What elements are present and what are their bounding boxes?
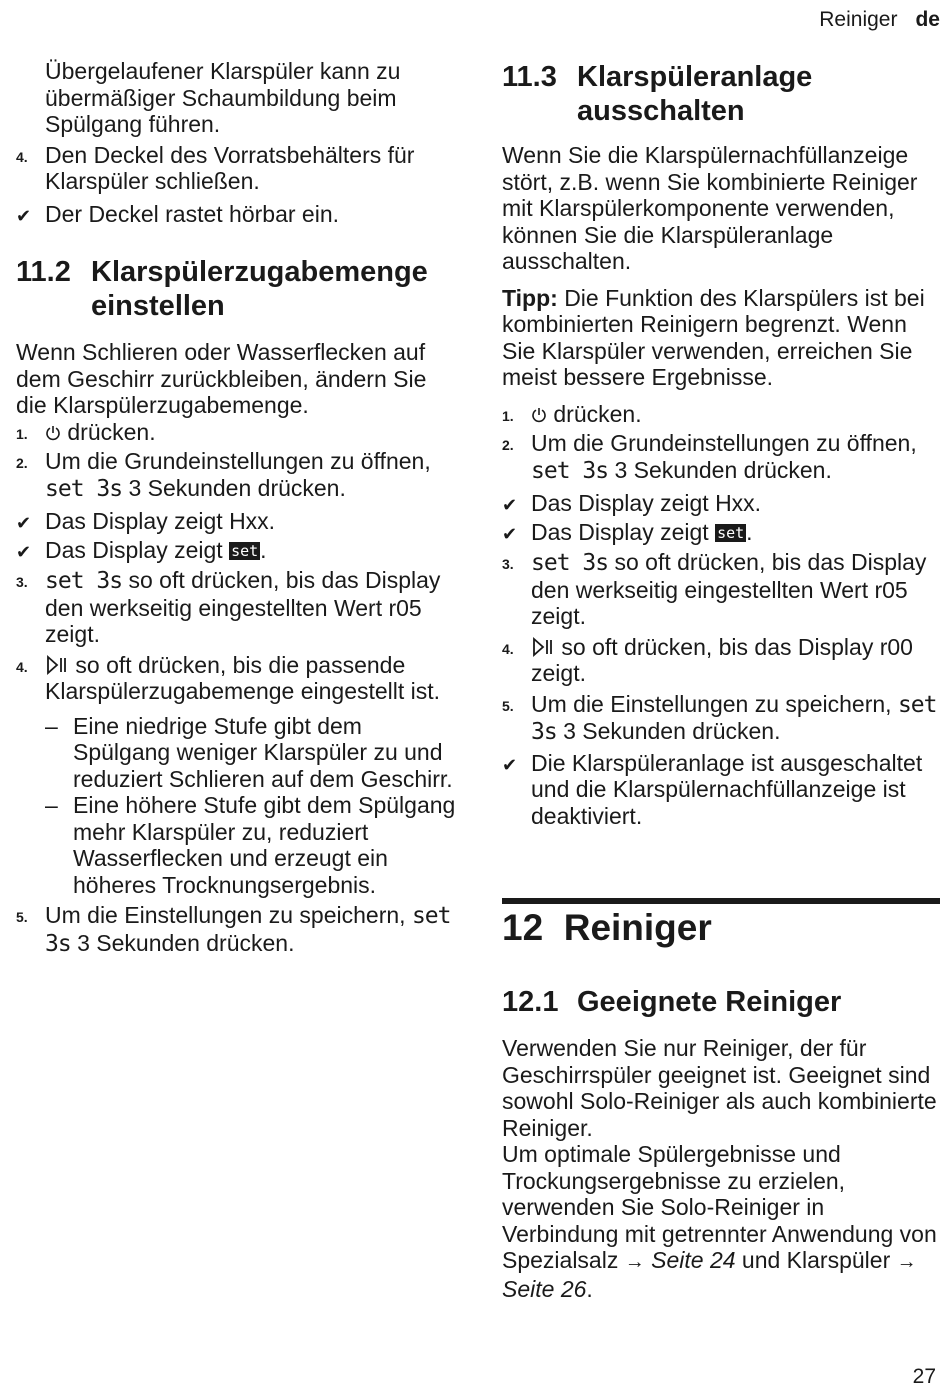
check-icon: ✔ bbox=[16, 513, 32, 533]
section-title: Reiniger bbox=[819, 8, 898, 31]
result-check: ✔ Der Deckel rastet hörbar ein. bbox=[16, 200, 340, 227]
check-icon: ✔ bbox=[502, 523, 518, 544]
page-number: 27 bbox=[912, 1365, 936, 1388]
check-icon: ✔ bbox=[502, 495, 518, 515]
result-check: ✔ Die Klarspüleranlage ist ausgeschaltet und die Klarspülernachfüllanzeige ist deaktiviert. bbox=[502, 749, 923, 829]
result-check: ✔ Das Display zeigt Hxx. bbox=[16, 508, 276, 534]
step-2: 2. Um die Grundeinstellungen zu öffnen, set 3s 3 Sekunden drücken. bbox=[16, 448, 431, 502]
step-5: 5. Um die Einstellungen zu speichern, set 3s 3 Sekunden drücken. bbox=[16, 902, 451, 957]
arrow-icon: → bbox=[896, 1251, 917, 1273]
set-display-symbol: set bbox=[231, 541, 259, 560]
power-icon bbox=[45, 425, 61, 441]
tip-paragraph: Tipp: Die Funktion des Klarspülers ist bei kombinierten Reinigern begrenzt. Wenn Sie Klarspüler verwenden, erreichen Sie meist bessere Ergebnisse. bbox=[502, 284, 925, 390]
chapter-rule bbox=[502, 898, 940, 904]
step-2: 2. Um die Grundeinstellungen zu öffnen, set 3s 3 Sekunden drücken. bbox=[502, 430, 917, 484]
step-1: 1. drücken. bbox=[16, 418, 156, 445]
set-button-symbol: set 3s bbox=[531, 457, 609, 484]
start-pause-icon bbox=[531, 636, 555, 658]
set-button-symbol: set 3s bbox=[531, 550, 609, 576]
list-item: – Eine höhere Stufe gibt dem Spülgang mehr Klarspüler zu, reduziert Wasserflecken und erzeugt ein höheres Trocknungsergebnis. bbox=[45, 792, 456, 898]
page-reference[interactable]: Seite 24 bbox=[651, 1247, 736, 1273]
check-icon: ✔ bbox=[16, 541, 32, 562]
intro-text: Übergelaufener Klarspüler kann zu übermäßiger Schaumbildung beim Spülgang führen. bbox=[45, 58, 401, 137]
start-pause-icon bbox=[45, 654, 69, 676]
page-reference[interactable]: Seite 26 bbox=[502, 1275, 587, 1302]
left-column bbox=[16, 58, 456, 957]
set-button-symbol: set 3s bbox=[45, 568, 123, 594]
section-heading-12-1: 12.1 Geeignete Reiniger bbox=[502, 986, 842, 1018]
section-heading-11-2: 11.2 Klarspülerzugabemenge einstellen bbox=[16, 256, 428, 322]
result-check: ✔ Das Display zeigt set. bbox=[502, 518, 753, 545]
paragraph: Um optimale Spülergebnisse und Trockungsergebnisse zu erzielen, verwenden Sie Solo-Reiniger in Verbindung mit getrennter Anwendung von Spezialsalz → Seite 24 und Klarspüler → Seite 26. bbox=[502, 1141, 937, 1302]
step-3: 3. set 3s so oft drücken, bis das Display den werkseitig eingestellten Wert r05 zeigt. bbox=[16, 567, 441, 647]
arrow-icon: → bbox=[624, 1251, 645, 1273]
paragraph: Wenn Sie die Klarspülernachfüllanzeige stört, z.B. wenn Sie kombinierte Reiniger mit Klarspülerkomponente verwenden, können Sie die Klarspüleranlage ausschalten. bbox=[502, 142, 918, 274]
right-column bbox=[502, 58, 942, 829]
step-4: 4. so oft drücken, bis das Display r00 zeigt. bbox=[502, 633, 913, 686]
set-display-symbol: set bbox=[717, 523, 745, 542]
step-3: 3. set 3s so oft drücken, bis das Display den werkseitig eingestellten Wert r05 zeigt. bbox=[502, 549, 927, 629]
power-icon bbox=[531, 407, 547, 423]
set-button-symbol: set 3s bbox=[45, 475, 123, 502]
chapter-heading-12: 12 Reiniger bbox=[502, 907, 712, 948]
result-check: ✔ Das Display zeigt Hxx. bbox=[502, 490, 762, 516]
language-code: de bbox=[915, 8, 940, 31]
page-header bbox=[819, 8, 940, 32]
set-button-symbol: set 3s bbox=[45, 903, 451, 957]
step-4: 4. so oft drücken, bis die passende Klarspülerzugabemenge eingestellt ist. bbox=[16, 651, 441, 704]
check-icon: ✔ bbox=[502, 754, 518, 775]
step-4: 4. Den Deckel des Vorratsbehälters für Klarspüler schließen. bbox=[16, 141, 415, 194]
set-button-symbol: set 3s bbox=[531, 691, 937, 745]
step-1: 1. drücken. bbox=[502, 400, 642, 427]
check-icon: ✔ bbox=[16, 205, 32, 226]
step-5: 5. Um die Einstellungen zu speichern, set 3s 3 Sekunden drücken. bbox=[502, 690, 937, 745]
paragraph: Verwenden Sie nur Reiniger, der für Geschirrspüler geeignet ist. Geeignet sind sowohl Solo-Reiniger als auch kombinierte Reiniger. bbox=[502, 1035, 937, 1141]
tip-label: Tipp: bbox=[502, 284, 558, 311]
result-check: ✔ Das Display zeigt set. bbox=[16, 536, 267, 563]
section-12-1 bbox=[502, 985, 942, 1302]
section-heading-11-3: 11.3 Klarspüleranlage ausschalten bbox=[502, 61, 813, 127]
paragraph: Wenn Schlieren oder Wasserflecken auf dem Geschirr zurückbleiben, ändern Sie die Klarspülerzugabemenge. bbox=[16, 339, 427, 418]
list-item: – Eine niedrige Stufe gibt dem Spülgang weniger Klarspüler zu und reduziert Schlieren auf dem Geschirr. bbox=[45, 712, 453, 792]
